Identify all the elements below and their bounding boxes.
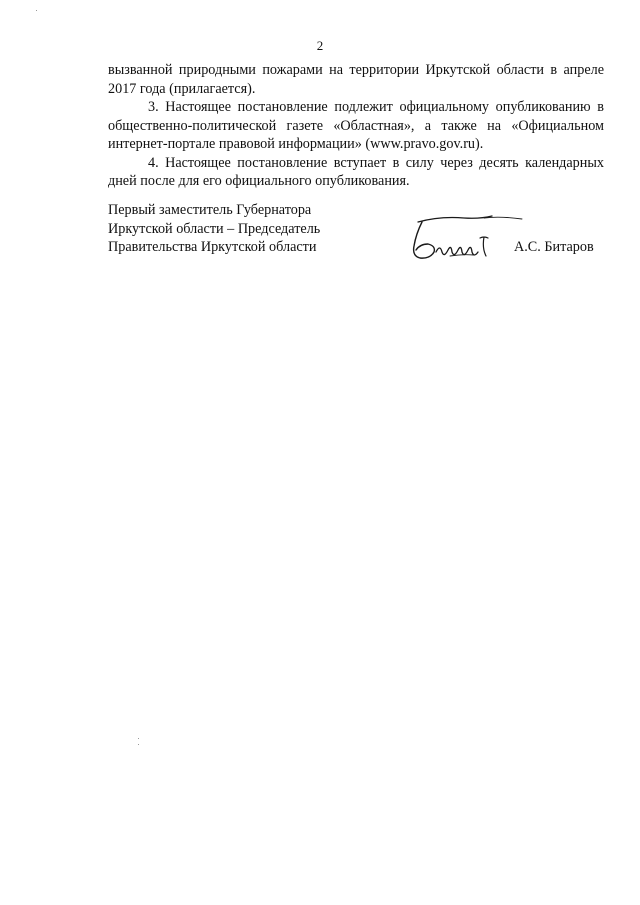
document-body (108, 61, 604, 191)
scan-speck (36, 10, 37, 11)
handwritten-signature (400, 208, 532, 268)
paragraph-continuation: вызванной природными пожарами на территории Иркутской области в апреле 2017 года (прилагается). (108, 62, 604, 97)
paragraph-publication: 3. Настоящее постановление подлежит официальному опубликованию в общественно-политической газете «Областная», а также на «Официальном интернет-портале правовой информации» (www.pravo.gov.ru). (108, 99, 604, 152)
page-number: 2 (316, 38, 324, 53)
signatory-title-line: Правительства Иркутской области (108, 239, 317, 255)
signer-name: А.С. Битаров (514, 239, 594, 255)
scan-speck (138, 738, 139, 739)
paragraph-effective-date: 4. Настоящее постановление вступает в силу через десять календарных дней после для его официального опубликования. (108, 154, 604, 189)
scan-speck (138, 744, 139, 745)
signatory-title-line: Первый заместитель Губернатора (108, 202, 312, 218)
signatory-title-line: Иркутской области – Председатель (108, 220, 321, 237)
